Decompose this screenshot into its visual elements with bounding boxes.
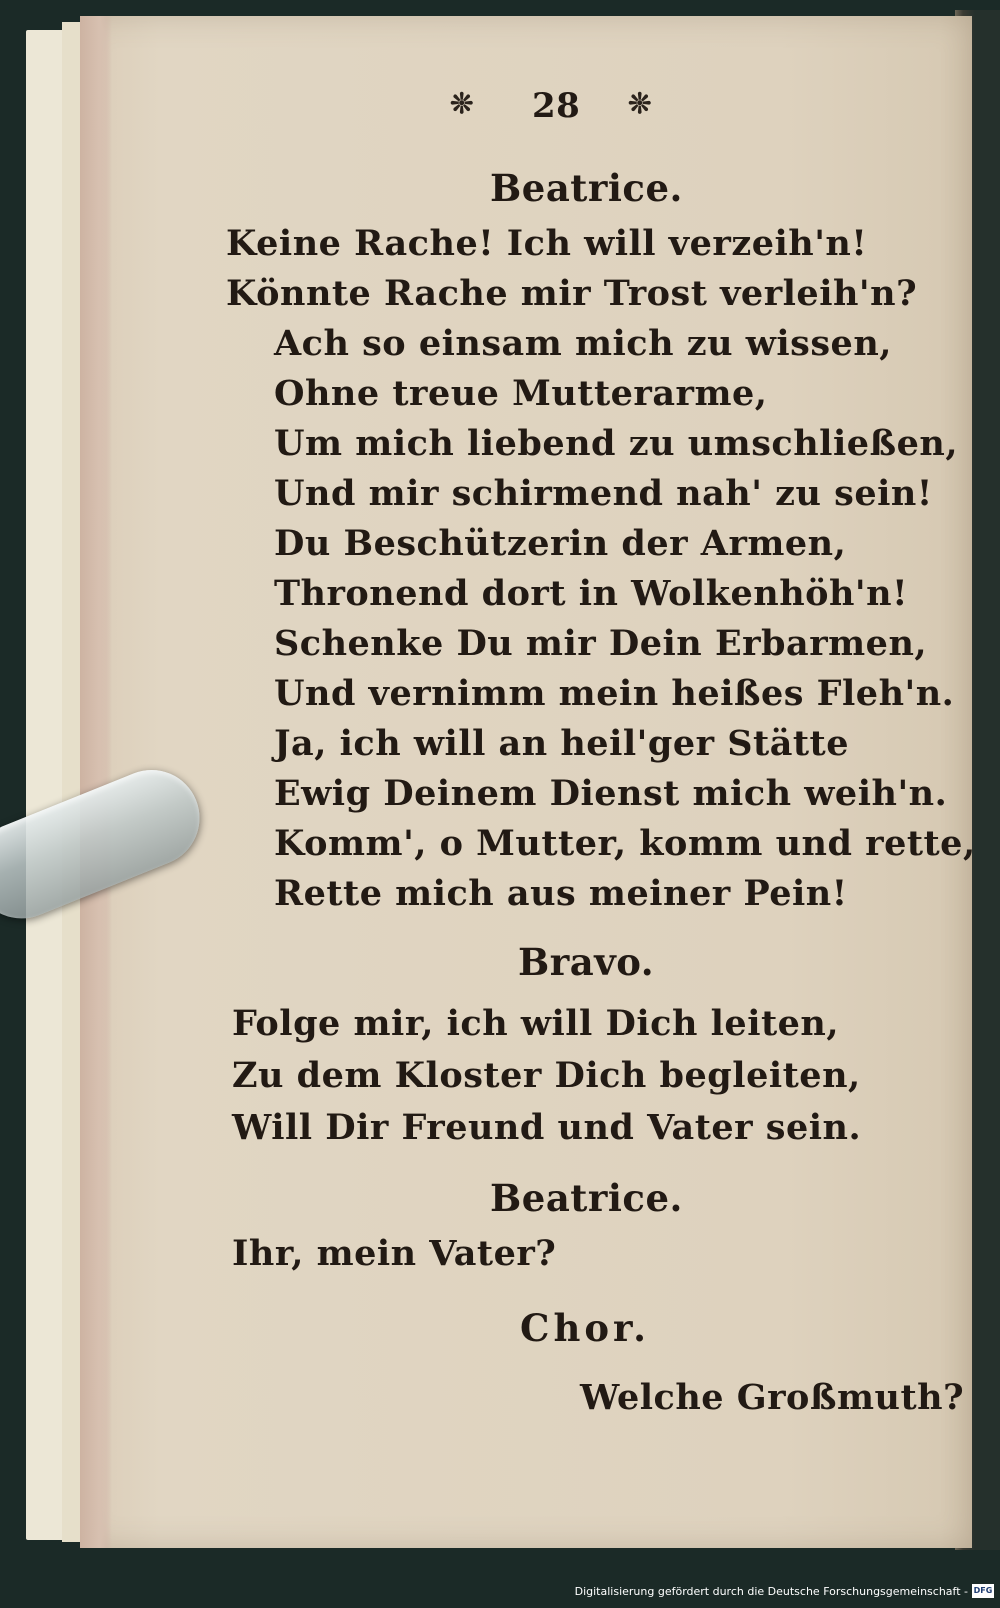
verse-line: Will Dir Freund und Vater sein.	[232, 1107, 862, 1148]
verse-line: Rette mich aus meiner Pein!	[274, 873, 848, 914]
verse-line: Thronend dort in Wolkenhöh'n!	[274, 573, 908, 614]
speaker-name: Chor.	[520, 1306, 651, 1350]
verse-line: Komm', o Mutter, komm und rette,	[274, 823, 976, 864]
ornament-left-icon: ❊	[450, 87, 474, 120]
ornament-right-icon: ❊	[628, 87, 652, 120]
verse-line: Folge mir, ich will Dich leiten,	[232, 1003, 840, 1044]
verse-line: Und mir schirmend nah' zu sein!	[274, 473, 933, 514]
verse-line: Welche Großmuth?	[580, 1377, 965, 1418]
verse-line: Du Beschützerin der Armen,	[274, 523, 847, 564]
speaker-name: Bravo.	[518, 940, 655, 984]
verse-line: Könnte Rache mir Trost verleih'n?	[226, 273, 918, 314]
verse-line: Um mich liebend zu umschließen,	[274, 423, 959, 464]
verse-line: Ja, ich will an heil'ger Stätte	[274, 723, 849, 764]
dfg-logo: DFG	[972, 1584, 994, 1598]
verse-line: Ohne treue Mutterarme,	[274, 373, 768, 414]
verse-line: Ihr, mein Vater?	[232, 1233, 557, 1274]
verse-line: Ewig Deinem Dienst mich weih'n.	[274, 773, 948, 814]
funding-note: Digitalisierung gefördert durch die Deutsche Forschungsgemeinschaft -	[574, 1585, 968, 1598]
verse-line: Schenke Du mir Dein Erbarmen,	[274, 623, 928, 664]
speaker-name: Beatrice.	[490, 166, 683, 210]
verse-line: Zu dem Kloster Dich begleiten,	[232, 1055, 861, 1096]
verse-line: Und vernimm mein heißes Fleh'n.	[274, 673, 955, 714]
page-number: 28	[532, 86, 581, 126]
footer-bar	[0, 1556, 1000, 1608]
verse-line: Ach so einsam mich zu wissen,	[274, 323, 892, 364]
verse-line: Keine Rache! Ich will verzeih'n!	[226, 223, 868, 264]
speaker-name: Beatrice.	[490, 1176, 683, 1220]
